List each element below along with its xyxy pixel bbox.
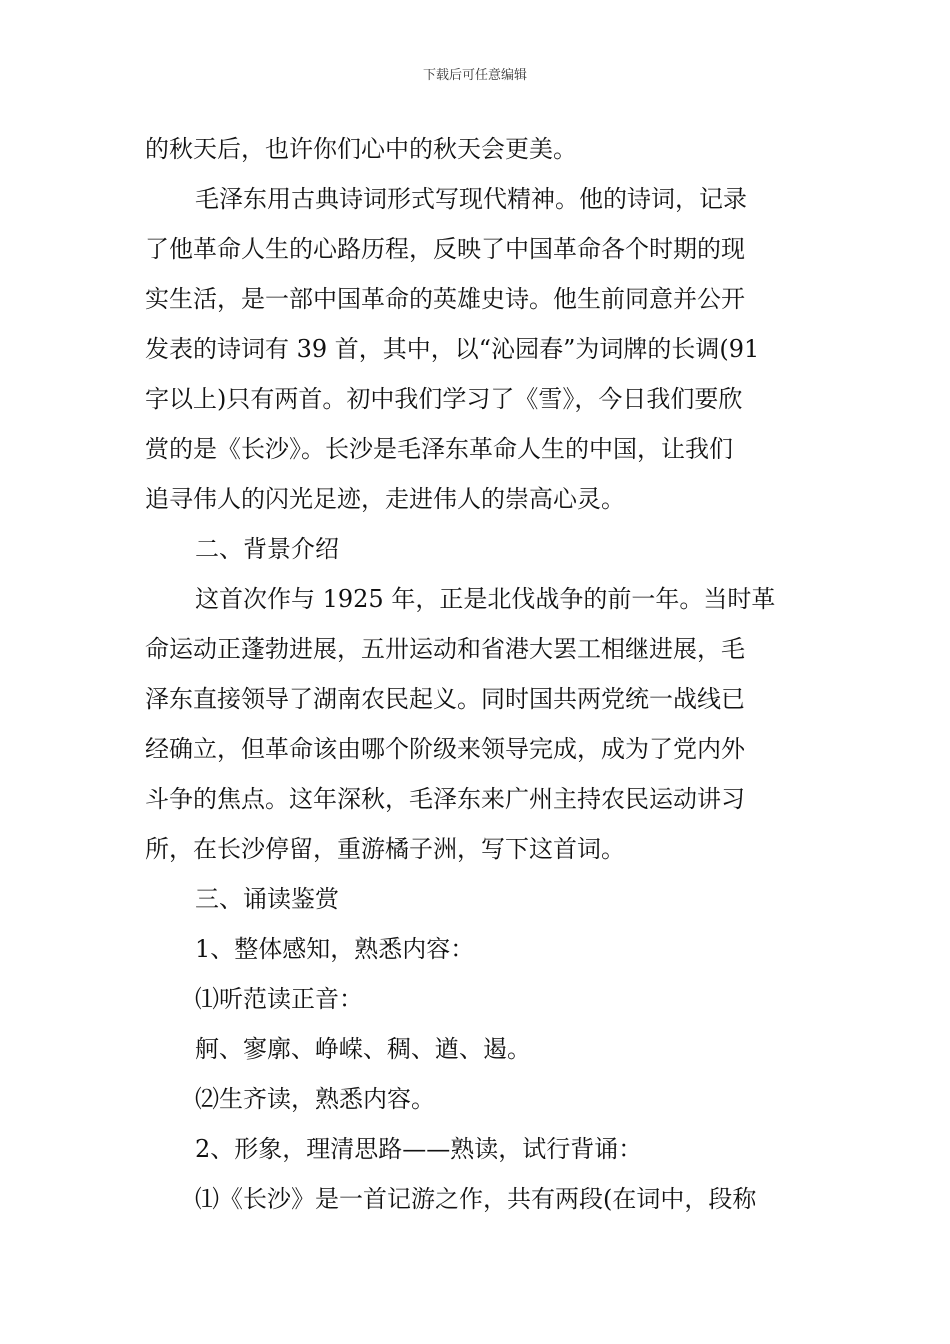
text-line: 毛泽东用古典诗词形式写现代精神。他的诗词，记录: [195, 185, 747, 213]
text-line: 三、诵读鉴赏: [195, 885, 339, 913]
text-line: 这首次作与 1925 年，正是北伐战争的前一年。当时革: [195, 585, 776, 613]
text-line: 二、背景介绍: [195, 535, 339, 563]
text-line: 实生活，是一部中国革命的英雄史诗。他生前同意并公开: [145, 285, 745, 313]
text-line: ⑴《长沙》是一首记游之作，共有两段(在词中，段称: [195, 1185, 757, 1213]
text-line: 舸、寥廓、峥嵘、稠、遒、遏。: [195, 1035, 531, 1063]
text-line: 字以上)只有两首。初中我们学习了《雪》，今日我们要欣: [145, 385, 743, 413]
text-line: 泽东直接领导了湖南农民起义。同时国共两党统一战线已: [145, 685, 745, 713]
document-body: [145, 124, 810, 1224]
text-line: 命运动正蓬勃进展，五卅运动和省港大罢工相继进展，毛: [145, 635, 745, 663]
text-line: 2、形象，理清思路——熟读，试行背诵：: [195, 1135, 643, 1163]
text-line: 追寻伟人的闪光足迹，走进伟人的崇高心灵。: [145, 485, 625, 513]
text-line: 的秋天后，也许你们心中的秋天会更美。: [145, 135, 577, 163]
text-line: 了他革命人生的心路历程，反映了中国革命各个时期的现: [145, 235, 745, 263]
text-line: 斗争的焦点。这年深秋，毛泽东来广州主持农民运动讲习: [145, 785, 745, 813]
text-line: ⑵生齐读，熟悉内容。: [195, 1085, 435, 1113]
text-line: 发表的诗词有 39 首，其中，以“沁园春”为词牌的长调(91: [145, 335, 760, 363]
text-line: 经确立，但革命该由哪个阶级来领导完成，成为了党内外: [145, 735, 745, 763]
text-line: ⑴听范读正音：: [195, 985, 363, 1013]
text-line: 所，在长沙停留，重游橘子洲，写下这首词。: [145, 835, 625, 863]
page-header: 下载后可任意编辑: [422, 68, 527, 83]
text-line: 赏的是《长沙》。长沙是毛泽东革命人生的中国，让我们: [145, 435, 733, 463]
text-line: 1、整体感知，熟悉内容：: [195, 935, 475, 963]
